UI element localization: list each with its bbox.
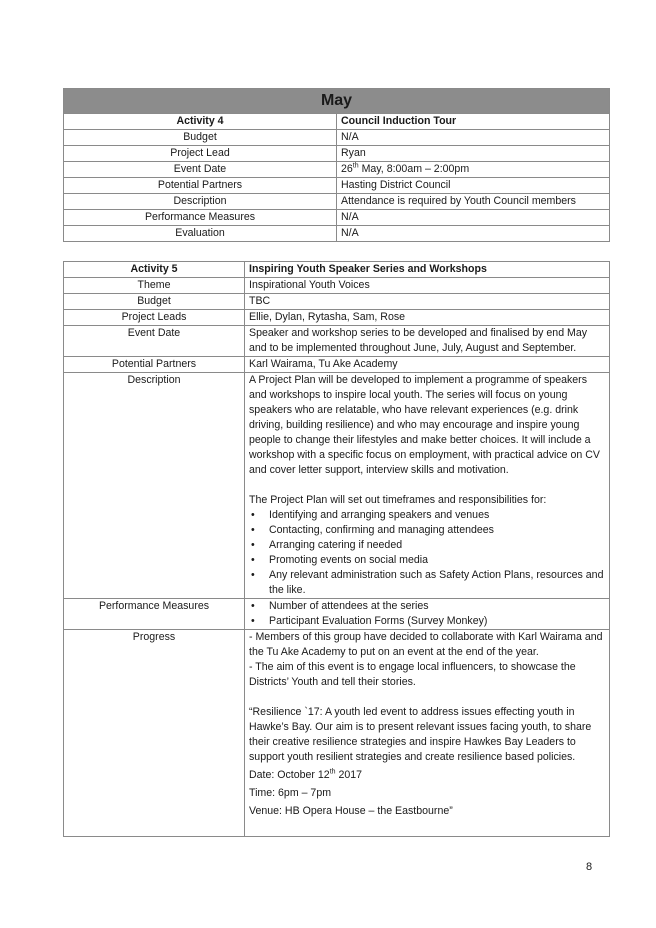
row-value: N/A <box>337 210 610 226</box>
event-date-value <box>337 162 610 178</box>
progress-paragraph: - Members of this group have decided to collaborate with Karl Wairama and the Tu Ake Academy to put on an event at the end of the year. <box>249 631 603 658</box>
partners-label: Potential Partners <box>64 357 245 373</box>
responsibilities-list <box>249 508 605 598</box>
budget-label: Budget <box>64 294 245 310</box>
activity-label: Activity 5 <box>64 262 245 278</box>
list-item: • Arranging catering if needed <box>249 538 605 553</box>
row-label: Potential Partners <box>64 178 337 194</box>
measures-value <box>245 599 610 630</box>
description-paragraph: A Project Plan will be developed to implement a programme of speakers and workshops to inspire local youth. The series will focus on young speakers who are relatable, who have relevant experiences (e.g. drink driving, building resilience) and who may encourage and inspire young people to change their lifestyles and make better choices. It will include a workshop with a specific focus on employment, with practical advice on CV and cover letter support, interview skills and motivation. <box>249 374 600 476</box>
may-activity-table <box>63 88 610 242</box>
row-label: Event Date <box>64 162 337 178</box>
progress-value <box>245 630 610 837</box>
row-label: Budget <box>64 130 337 146</box>
activity5-table <box>63 261 610 837</box>
leads-label: Project Leads <box>64 310 245 326</box>
list-item: • Any relevant administration such as Safety Action Plans, resources and the like. <box>249 568 605 598</box>
measures-list <box>249 599 605 629</box>
row-label: Project Lead <box>64 146 337 162</box>
row-value: Attendance is required by Youth Council members <box>337 194 610 210</box>
list-item: • Contacting, confirming and managing attendees <box>249 523 605 538</box>
description-label: Description <box>64 373 245 599</box>
activity-label: Activity 4 <box>64 114 337 130</box>
date-suffix: th <box>329 768 336 776</box>
list-item: • Identifying and arranging speakers and venues <box>249 508 605 523</box>
list-item: • Participant Evaluation Forms (Survey Monkey) <box>249 614 605 629</box>
leads-value: Ellie, Dylan, Rytasha, Sam, Rose <box>245 310 610 326</box>
date-rest: May, 8:00am – 2:00pm <box>358 163 470 175</box>
progress-paragraph: - The aim of this event is to engage local influencers, to showcase the Districts’ Youth and tell their stories. <box>249 661 576 688</box>
theme-value: Inspirational Youth Voices <box>245 278 610 294</box>
activity-title: Council Induction Tour <box>337 114 610 130</box>
measures-label: Performance Measures <box>64 599 245 630</box>
budget-value: TBC <box>245 294 610 310</box>
row-label: Performance Measures <box>64 210 337 226</box>
progress-quote: “Resilience `17: A youth led event to address issues effecting youth in Hawke’s Bay. Our aim is to present relevant issues facing youth, to share their creative resilience strategies and inspire Hawkes Bay Leaders to support youth resilient strategies and create resilience based policies. <box>249 706 592 763</box>
row-label: Description <box>64 194 337 210</box>
list-item: • Promoting events on social media <box>249 553 605 568</box>
page-number: 8 <box>586 861 593 873</box>
row-label: Evaluation <box>64 226 337 242</box>
row-value: Hasting District Council <box>337 178 610 194</box>
progress-date <box>249 768 605 783</box>
progress-time: Time: 6pm – 7pm <box>249 787 332 799</box>
date-suffix: th <box>352 162 359 170</box>
row-value: Ryan <box>337 146 610 162</box>
date-day: 26 <box>341 163 353 175</box>
description-value <box>245 373 610 599</box>
partners-value: Karl Wairama, Tu Ake Academy <box>245 357 610 373</box>
progress-label: Progress <box>64 630 245 837</box>
list-item: • Number of attendees at the series <box>249 599 605 614</box>
month-header: May <box>64 89 610 114</box>
row-value: N/A <box>337 130 610 146</box>
row-value: N/A <box>337 226 610 242</box>
progress-venue: Venue: HB Opera House – the Eastbourne” <box>249 805 453 817</box>
description-paragraph: The Project Plan will set out timeframes and responsibilities for: <box>249 494 547 506</box>
theme-label: Theme <box>64 278 245 294</box>
event-date-label: Event Date <box>64 326 245 357</box>
date-prefix: Date: October 12 <box>249 769 330 781</box>
activity-title: Inspiring Youth Speaker Series and Workshops <box>245 262 610 278</box>
event-date-value: Speaker and workshop series to be developed and finalised by end May and to be implemented throughout June, July, August and September. <box>245 326 610 357</box>
date-year: 2017 <box>335 769 363 781</box>
